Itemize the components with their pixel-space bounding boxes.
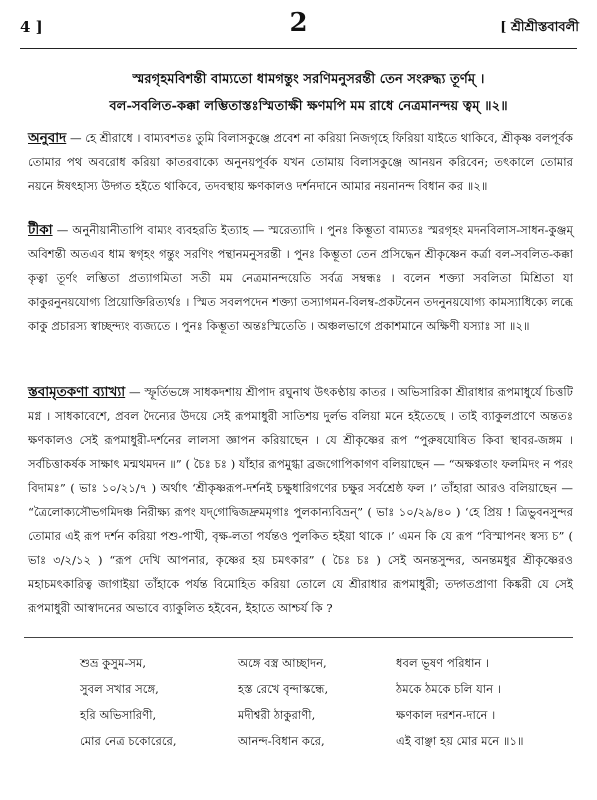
- song-line: [80, 650, 577, 676]
- sanskrit-verse: [40, 66, 577, 120]
- header-divider: [20, 48, 577, 49]
- song-cell: এই বাঞ্ছা হয় মোর মনে ॥১॥: [396, 734, 524, 748]
- explanation-paragraph: [28, 380, 573, 620]
- song-cell: অঙ্গে বস্ত্র আচ্ছাদন,: [238, 656, 327, 670]
- song-divider: [24, 637, 573, 638]
- song-cell: ধবল ভূষণ পরিধান ।: [396, 656, 490, 670]
- song-line: [80, 702, 577, 728]
- verse-line-1: স্মরগৃহমবিশন্তী বাম্যতো ধামগন্তুং সরণিমনুসরন্তী তেন সংরুদ্ধ্য তূর্ণম্ ।: [132, 72, 485, 87]
- song-cell: মদীশ্বরী ঠাকুরাণী,: [238, 708, 316, 722]
- verse-number-heading: 2: [289, 8, 308, 38]
- translation-label: অনুবাদ: [28, 130, 67, 146]
- translation-paragraph: [28, 126, 573, 198]
- page-number: 4 ]: [20, 18, 43, 36]
- song-line: [80, 676, 577, 702]
- explanation-text: — স্ফূর্তিভঙ্গে সাধকদশায় শ্রীপাদ রঘুনাথ উৎকণ্ঠায় কাতর । অভিসারিকা শ্রীরাধার রূপমাধুর্যে চিত্তটি মগ্ন । সাধকাবেশে, প্রবল দৈন্যের উদয়ে সেই রূপমাধুরী সাতিশয় দুর্লভ বলিয়া মনে হইতেছে । তাই ব্যাকুলপ্রাণে অন্ততঃ ক্ষণকালও সেই রূপমাধুরী-দর্শনের লালসা জ্ঞাপন করিয়াছেন । যে শ্রীকৃষ্ণের রূপ “পুরুষযোষিত কিবা স্থাবর-জঙ্গম । সর্বচিত্তাকর্ষক সাক্ষাৎ মন্মথমদন ॥” ( চৈঃ চঃ ) যাঁহার রূপমুগ্ধা ব্রজগোপিকাগণ বলিয়াছেন — “অক্ষণ্বতাং ফলমিদং ন পরং বিদামঃ” ( ভাঃ ১০/২১/৭ ) অর্থাৎ ‘শ্রীকৃষ্ণরূপ-দর্শনই চক্ষুধারিগণের চক্ষুর সর্বশ্রেষ্ঠ ফল ।’ তাঁহারা আরও বলিয়াছেন — “ত্রৈলোক্যসৌভগমিদঞ্চ নিরীক্ষ্য রূপং যদ্‌গোদ্বিজদ্রুমমৃগাঃ পুলকান্যবিভ্রন্” ( ভাঃ ১০/২৯/৪০ ) ‘হে প্রিয় ! ত্রিভুবনসুন্দর তোমার এই রূপ দর্শন করিয়া পশু-পাখী, বৃক্ষ-লতা পর্যন্তও পুলকিত হইয়া থাকে ।’ এমন কি যে রূপ “বিস্মাপনং স্বস্য চ” ( ভাঃ ৩/২/১২ ) “রূপ দেখি আপনার, কৃষ্ণের হয় চমৎকার” ( চৈঃ চঃ ) সেই অনন্তসুন্দর, অনন্তমধুর শ্রীকৃষ্ণেরও মহাচমৎকারিত্ব জাগাইয়া তাঁহাকে পর্যন্ত বিমোহিত করিয়া তোলে যে শ্রীরাধার রূপমাধুরী; তদ্গতপ্রাণা কিঙ্করী যে সেই রূপমাধুরী আস্বাদনের অভাবে ব্যাকুলিত হইবেন, ইহাতে আশ্চর্য কি ?: [28, 385, 573, 615]
- song-cell: হরি অভিসারিণী,: [80, 708, 157, 722]
- book-title: [ শ্রীশ্রীস্তবাবলী: [500, 20, 579, 35]
- song-cell: ঠমকে ঠমকে চলি যান ।: [396, 682, 501, 696]
- commentary-text: — অনুনীয়ানীতাপি বাম্যং ব্যবহরতি ইত্যাহ — স্মরেত্যাদি । পুনঃ কিম্ভূতা বাম্যতঃ স্মরগৃহং মদনবিলাস-সাধন-কুঞ্জম্ অবিশন্তী অতএব ধাম স্বগৃহং গন্তুং সরণিং পন্থানমনুসরন্তী । পুনঃ কিম্ভূতা তেন প্রসিদ্ধেন শ্রীকৃষ্ণেন কর্ত্রা বল-সবলিত-কক্কা কৃত্বা তূর্ণং লম্ভিতা প্রত্যাগমিতা সতী মম নেত্রমানন্দয়েতি সর্বত্র সম্বন্ধঃ । বলেন শক্ত্যা সবলিতা মিশ্রিতা যা কাকুরনুনয়যোগ্য প্রিয়োক্তিরিত্যর্থঃ । স্মিত সবলপদেন শক্ত্যা তস্যাগমন-বিলম্ব-প্রকটনেন তদনুনয়যোগ্য কামস্যাধিক্যে লব্ধে কাকু প্রচারস্য স্বাচ্ছন্দ্যং ব্যজ্যতে । পুনঃ কিম্ভূতা অন্তঃস্মিতেতি । অঞ্চলভাগে প্রকাশমানে অক্ষিণী যস্যাঃ সা ॥২॥: [28, 223, 573, 333]
- song-cell: শুভ্র কুসুম-সম,: [80, 656, 147, 670]
- explanation-label: স্তবামৃতকণা ব্যাখ্যা: [28, 384, 126, 400]
- song-cell: ক্ষণকাল দরশন-দানে ।: [396, 708, 496, 722]
- song-cell: আনন্দ-বিধান করে,: [238, 734, 325, 748]
- commentary-label: টীকা: [28, 222, 53, 238]
- song-cell: হস্ত রেখে বৃন্দাস্কন্ধে,: [238, 682, 329, 696]
- song-line: [80, 728, 577, 754]
- verse-line-2: বল-সবলিত-কক্কা লম্ভিতাস্তঃস্মিতাক্ষী ক্ষণমপি মম রাধে নেত্রমানন্দয় ত্বম্ ॥২॥: [109, 99, 508, 114]
- song-stanza: [80, 650, 577, 754]
- commentary-paragraph: [28, 218, 573, 338]
- translation-text: — হে শ্রীরাধে । বাম্যবশতঃ তুমি বিলাসকুঞ্জে প্রবেশ না করিয়া নিজগৃহে ফিরিয়া যাইতে থাকিবে, শ্রীকৃষ্ণ বলপূর্বক তোমার পথ অবরোধ করিয়া কাতরবাক্যে অনুনয়পূর্বক যখন তোমায় বিলাসকুঞ্জে আনয়ন করিবেন; তৎকালে তোমার নয়নে ঈষৎহাস্য উদ্গত হইতে থাকিবে, তদবস্থায় ক্ষণকালও দর্শনদানে আমার নয়নানন্দ বিধান কর ॥২॥: [28, 131, 573, 193]
- song-cell: সুবল সখার সঙ্গে,: [80, 682, 159, 696]
- song-cell: মোর নেত্র চকোরেরে,: [80, 734, 177, 748]
